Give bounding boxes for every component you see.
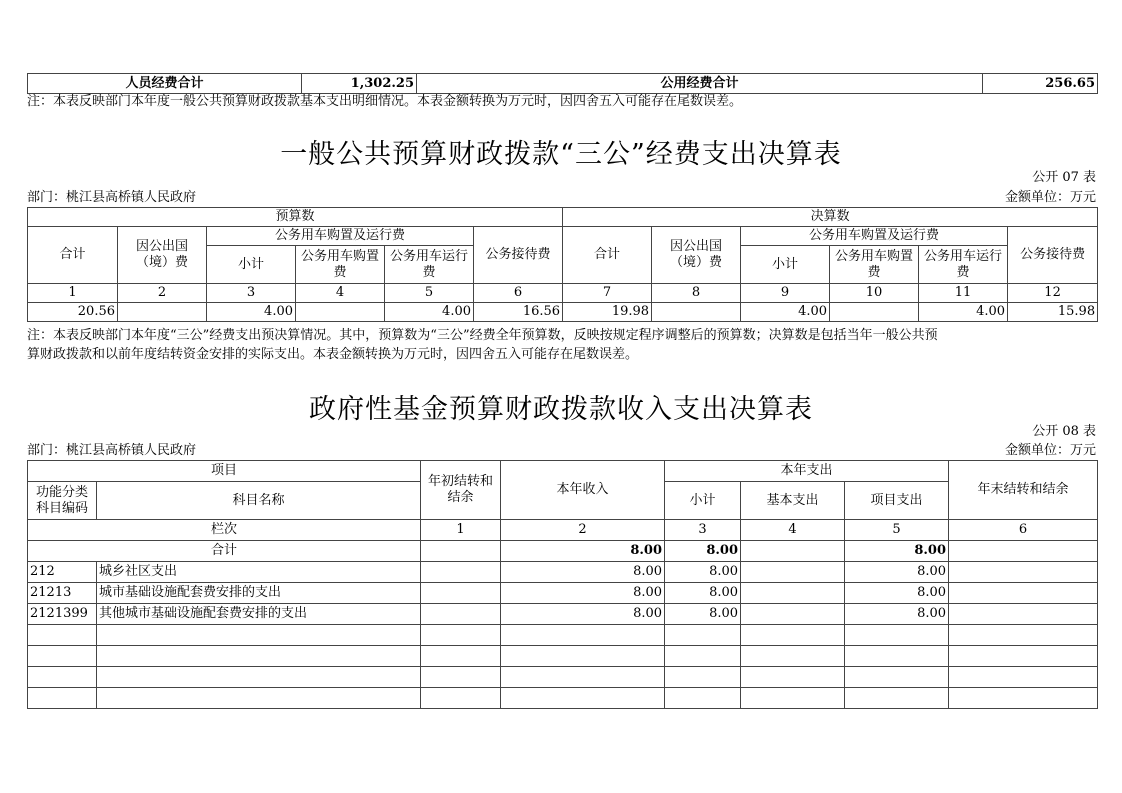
sangong-value-row <box>28 303 1098 322</box>
col-number: 6 <box>474 284 563 303</box>
income-cell <box>501 646 665 667</box>
total-subtotal: 8.00 <box>665 541 741 562</box>
col-number: 11 <box>919 284 1008 303</box>
func-code-cell: 212 <box>28 562 97 583</box>
total-project: 8.00 <box>845 541 949 562</box>
subtotal-cell: 8.00 <box>665 562 741 583</box>
table-row <box>28 646 1098 667</box>
subtotal-cell <box>665 667 741 688</box>
value-cell <box>652 303 741 322</box>
fund-total-row <box>28 541 1098 562</box>
final-reception-header: 公务接待费 <box>1008 227 1098 284</box>
total-end <box>949 541 1098 562</box>
budget-vehicle-group-header: 公务用车购置及运行费 <box>207 227 474 246</box>
value-cell: 20.56 <box>28 303 118 322</box>
sangong-header-row-2 <box>28 227 1098 246</box>
final-header: 决算数 <box>563 208 1098 227</box>
sangong-unit: 金额单位：万元 <box>1004 190 1096 205</box>
begin-cell <box>421 646 501 667</box>
subject-name-cell <box>97 667 421 688</box>
sangong-note-line-2: 算财政拨款和以前年度结转资金安排的实际支出。本表金额转换为万元时，因四舍五入可能存在尾数误差。 <box>27 347 639 362</box>
income-cell: 8.00 <box>501 583 665 604</box>
income-cell: 8.00 <box>501 604 665 625</box>
subtotal-cell <box>665 646 741 667</box>
value-cell <box>296 303 385 322</box>
table-row <box>28 688 1098 709</box>
col-number: 3 <box>207 284 296 303</box>
value-cell: 4.00 <box>207 303 296 322</box>
col-number: 1 <box>28 284 118 303</box>
col-number: 8 <box>652 284 741 303</box>
final-vehicle-operation-header: 公务用车运行费 <box>919 246 1008 284</box>
budget-subtotal-header: 小计 <box>207 246 296 284</box>
fund-header-row-1 <box>28 461 1098 482</box>
expense-group-header: 本年支出 <box>665 461 949 482</box>
table-row <box>28 562 1098 583</box>
begin-cell <box>421 583 501 604</box>
sangong-department: 部门：桃江县高桥镇人民政府 <box>27 190 197 205</box>
value-cell: 16.56 <box>474 303 563 322</box>
func-code-cell <box>28 646 97 667</box>
budget-header: 预算数 <box>28 208 563 227</box>
table-row <box>28 667 1098 688</box>
value-cell: 4.00 <box>919 303 1008 322</box>
expense-subtotal-header: 小计 <box>665 482 741 520</box>
basic-cell <box>741 625 845 646</box>
func-code-header: 功能分类科目编码 <box>28 482 97 520</box>
begin-cell <box>421 604 501 625</box>
summary-row <box>28 74 1098 94</box>
sangong-header-row-1 <box>28 208 1098 227</box>
fund-unit: 金额单位：万元 <box>1004 443 1096 458</box>
value-cell: 19.98 <box>563 303 652 322</box>
basic-cell <box>741 562 845 583</box>
final-vehicle-group-header: 公务用车购置及运行费 <box>741 227 1008 246</box>
basic-cell <box>741 667 845 688</box>
income-cell: 8.00 <box>501 562 665 583</box>
total-basic <box>741 541 845 562</box>
project-cell <box>845 667 949 688</box>
final-subtotal-header: 小计 <box>741 246 830 284</box>
total-label: 合计 <box>28 541 421 562</box>
col-number: 1 <box>421 520 501 541</box>
budget-total-header: 合计 <box>28 227 118 284</box>
sangong-table <box>27 207 1098 322</box>
col-number: 5 <box>845 520 949 541</box>
end-balance-header: 年末结转和结余 <box>949 461 1098 520</box>
subject-name-header: 科目名称 <box>97 482 421 520</box>
begin-cell <box>421 667 501 688</box>
end-cell <box>949 646 1098 667</box>
subtotal-cell: 8.00 <box>665 604 741 625</box>
lanci-row <box>28 520 1098 541</box>
subtotal-cell <box>665 688 741 709</box>
income-cell <box>501 625 665 646</box>
personnel-value: 1,302.25 <box>302 74 417 94</box>
summary-table <box>27 73 1098 94</box>
func-code-cell <box>28 667 97 688</box>
begin-cell <box>421 688 501 709</box>
basic-expense-header: 基本支出 <box>741 482 845 520</box>
fund-title: 政府性基金预算财政拨款收入支出决算表 <box>309 394 813 425</box>
project-cell: 8.00 <box>845 583 949 604</box>
col-number: 6 <box>949 520 1098 541</box>
begin-cell <box>421 625 501 646</box>
basic-cell <box>741 646 845 667</box>
basic-cell <box>741 604 845 625</box>
col-number: 5 <box>385 284 474 303</box>
subject-name-cell <box>97 688 421 709</box>
lanci-label: 栏次 <box>28 520 421 541</box>
project-cell <box>845 688 949 709</box>
col-number: 9 <box>741 284 830 303</box>
end-cell <box>949 583 1098 604</box>
begin-balance-header: 年初结转和结余 <box>421 461 501 520</box>
final-total-header: 合计 <box>563 227 652 284</box>
public-value: 256.65 <box>983 74 1098 94</box>
end-cell <box>949 688 1098 709</box>
value-cell: 15.98 <box>1008 303 1098 322</box>
value-cell <box>118 303 207 322</box>
value-cell: 4.00 <box>385 303 474 322</box>
col-number: 2 <box>501 520 665 541</box>
col-number: 4 <box>296 284 385 303</box>
project-cell <box>845 625 949 646</box>
subject-name-cell: 其他城市基础设施配套费安排的支出 <box>97 604 421 625</box>
end-cell <box>949 625 1098 646</box>
subject-name-cell <box>97 625 421 646</box>
subtotal-cell <box>665 625 741 646</box>
sangong-title: 一般公共预算财政拨款“三公”经费支出决算表 <box>280 139 842 170</box>
table-row <box>28 604 1098 625</box>
begin-cell <box>421 562 501 583</box>
project-expense-header: 项目支出 <box>845 482 949 520</box>
personnel-label: 人员经费合计 <box>28 74 302 94</box>
basic-cell <box>741 688 845 709</box>
final-vehicle-purchase-header: 公务用车购置费 <box>830 246 919 284</box>
col-number: 10 <box>830 284 919 303</box>
project-cell: 8.00 <box>845 562 949 583</box>
func-code-cell: 2121399 <box>28 604 97 625</box>
final-abroad-header: 因公出国（境）费 <box>652 227 741 284</box>
budget-vehicle-purchase-header: 公务用车购置费 <box>296 246 385 284</box>
total-income: 8.00 <box>501 541 665 562</box>
func-code-cell: 21213 <box>28 583 97 604</box>
public-label: 公用经费合计 <box>417 74 983 94</box>
sangong-code: 公开 07 表 <box>1032 170 1096 185</box>
table-row <box>28 625 1098 646</box>
value-cell <box>830 303 919 322</box>
income-header: 本年收入 <box>501 461 665 520</box>
subtotal-cell: 8.00 <box>665 583 741 604</box>
func-code-cell <box>28 625 97 646</box>
project-cell: 8.00 <box>845 604 949 625</box>
fund-department: 部门：桃江县高桥镇人民政府 <box>27 443 197 458</box>
item-header: 项目 <box>28 461 421 482</box>
income-cell <box>501 688 665 709</box>
end-cell <box>949 562 1098 583</box>
subject-name-cell <box>97 646 421 667</box>
col-number: 2 <box>118 284 207 303</box>
end-cell <box>949 604 1098 625</box>
col-number: 4 <box>741 520 845 541</box>
basic-cell <box>741 583 845 604</box>
total-begin <box>421 541 501 562</box>
table-row <box>28 583 1098 604</box>
value-cell: 4.00 <box>741 303 830 322</box>
col-number: 7 <box>563 284 652 303</box>
subject-name-cell: 城乡社区支出 <box>97 562 421 583</box>
subject-name-cell: 城市基础设施配套费安排的支出 <box>97 583 421 604</box>
budget-reception-header: 公务接待费 <box>474 227 563 284</box>
col-number: 12 <box>1008 284 1098 303</box>
project-cell <box>845 646 949 667</box>
fund-table <box>27 460 1098 709</box>
fund-code: 公开 08 表 <box>1032 424 1096 439</box>
summary-note: 注：本表反映部门本年度一般公共预算财政拨款基本支出明细情况。本表金额转换为万元时，因四舍五入可能存在尾数误差。 <box>27 94 743 109</box>
budget-vehicle-operation-header: 公务用车运行费 <box>385 246 474 284</box>
col-number: 3 <box>665 520 741 541</box>
budget-abroad-header: 因公出国（境）费 <box>118 227 207 284</box>
income-cell <box>501 667 665 688</box>
sangong-note-line-1: 注：本表反映部门本年度“三公”经费支出预决算情况。其中，预算数为“三公”经费全年预算数，反映按规定程序调整后的预算数；决算数是包括当年一般公共预 <box>27 328 938 343</box>
func-code-cell <box>28 688 97 709</box>
sangong-number-row <box>28 284 1098 303</box>
end-cell <box>949 667 1098 688</box>
